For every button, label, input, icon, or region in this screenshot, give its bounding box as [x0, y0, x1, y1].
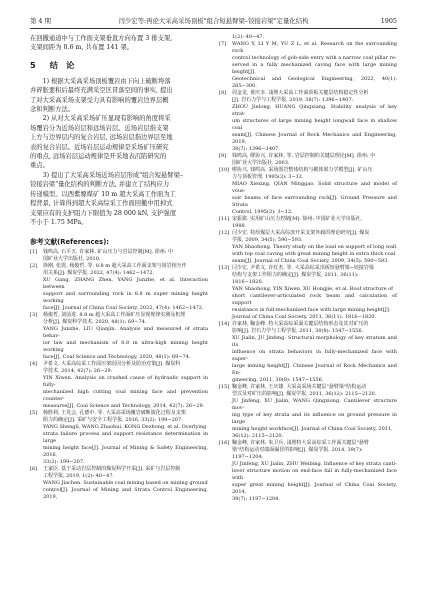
reference-entry	[30, 466, 208, 501]
reference-line: face[J]. Journal of China Coal Society, 2022, 47(4): 1462−1472.	[43, 305, 204, 312]
reference-line: 徐刚, 张震, 杨俊哲, 等. 8.8 m 超大采高工作面支架与围岩相互作	[43, 263, 187, 270]
reference-entry	[219, 41, 397, 90]
reference-line: YAN Shaohong, YIN Xiwen, XU Hongjie, et al. Roof structure of	[232, 286, 393, 292]
reference-entry	[219, 384, 397, 440]
reference-line: 许家林, 鞠金峰. 特大采高综采面关键层结构形态及其对矿压的	[232, 321, 369, 327]
reference-line: WANG Jiachen. Sustainable coal mining based on mining ground	[43, 480, 208, 487]
intro-line: 在回撤通道中与工作面支架垂直方向布置 3 排支架,	[30, 35, 173, 42]
reference-line: 缪协兴, 钱鸣高. 采场围岩整体结构与砌体梁力学模型[J]. 矿山压	[232, 167, 373, 173]
reference-line: 杨胜利, 王兆会, 孔德中, 等. 大采高采场覆岩破断演化过程及支架	[43, 410, 186, 417]
reference-entry	[219, 90, 397, 153]
reference-line: served in a fully mechanized caving face with large mining height[J].	[232, 62, 397, 75]
conclusion-paragraph	[30, 77, 208, 115]
conclusion-line: 念和判断方法。	[30, 106, 75, 114]
reference-line: short cantilever-articulated rock beam and calculation of support	[232, 293, 397, 306]
reference-line: 39(7): 1197−1204.	[232, 496, 280, 502]
reference-line: YAN Shaohong. Theory study on the load on support of long wall	[232, 244, 397, 250]
conclusion-line: 的重点, 远场岩层运动规律是开采地表沉陷研究的	[30, 153, 167, 161]
reference-line: 钱鸣高, 缪协兴, 许家林, 等. 岩层控制的关键层理论[M]. 徐州: 中	[232, 153, 376, 159]
reference-line: 学报, 2009, 34(5): 590−593.	[232, 237, 303, 243]
reference-number: [2]	[30, 263, 38, 270]
conclusion-line: 重点。	[30, 162, 49, 170]
reference-number: [12]	[219, 230, 230, 236]
conclusion-line: 1) 根据大采高采场顶板覆岩由下向上破断垮落	[42, 77, 171, 85]
conclusion-line: 不小于 1.75 MPa。	[30, 218, 88, 226]
reference-number: [3]	[30, 312, 38, 319]
reference-entry	[30, 249, 208, 263]
reference-line: face[J]. Coal Science and Technology, 2020, 48(1): 69−74.	[43, 354, 191, 361]
section-number: 5	[30, 59, 36, 70]
reference-line: [J]. 岩石力学与工程学报, 2019, 38(7): 1396−1407.	[232, 97, 354, 103]
conclusion-line: 场覆岩分为近场岩层和远场岩层。近场岩层指支架	[30, 124, 169, 132]
reference-line: 38(7): 1396−1407.	[232, 146, 280, 152]
reference-line: 梁"结构运动对端面漏冒的影响[J]. 煤炭学报, 2014, 39(7):	[232, 447, 363, 453]
reference-line: seam[J]. Chinese Journal of Rock Mechanics and Engineering, 2019,	[232, 132, 397, 145]
reference-line: 36(12): 2115−2120.	[232, 433, 284, 439]
reference-line: ior law and mechanism of 8.8 m ultra-high mining height working	[43, 340, 208, 354]
reference-line: gineering, 2011, 30(8): 1547−1556.	[232, 377, 324, 383]
reference-line: 鞠金峰, 许家林, 朱卫兵. 浅埋特大采高综采工作面关键层"悬臂	[232, 440, 369, 446]
reference-line: 33(2): 199−207.	[43, 459, 85, 466]
reference-line: WANG Y, LI Y M, YU Z L, et al. Research on the surrounding rock	[232, 41, 397, 54]
reference-line: large mining height[J]. Chinese Journal of Rock Mechanics and En-	[232, 363, 397, 376]
issue-number: 第 4 期	[30, 17, 51, 25]
reference-line: JU Jinfeng, XU Jialin, ZHU Weibing. Influence of key strata canti-	[232, 461, 397, 467]
reference-line: seam[J]. Journal of China Coal Society, 2009, 34(5): 590−593.	[232, 258, 389, 264]
reference-line: 鞠金峰, 许家林, 王庆雄. 大采高采场关键层"悬臂梁"结构运动	[232, 384, 367, 390]
reference-line: 阻力的确定[J]. 采矿与安全工程学报, 2016, 33(2): 199−207.	[43, 417, 183, 424]
reference-entry	[30, 263, 208, 312]
conclusion-line: 2) 从对大采高采场矿压显现有影响的角度将采	[42, 115, 171, 123]
reference-entry	[219, 321, 397, 384]
conclusion-line: 铰接岩梁"量化结构的判断方法, 并建立了结构应力	[30, 181, 170, 189]
reference-line: 国矿业大学出版社, 2010.	[43, 256, 101, 263]
reference-line: support and surrounding rock in 8.8 m super mining height working	[43, 291, 208, 305]
reference-line: XU Jialin, JU Jinfeng. Structural morphology of key stratum and its	[232, 335, 397, 348]
intro-paragraph	[30, 34, 208, 53]
reference-entry	[219, 265, 397, 321]
reference-line: 影响[J]. 岩石力学与工程学报, 2011, 30(8): 1547−1556.	[232, 328, 364, 334]
reference-number: [8]	[219, 90, 227, 96]
reference-entry	[219, 34, 397, 41]
left-column	[30, 34, 208, 501]
reference-line: 1816−1820.	[232, 279, 264, 285]
page-number: 1905	[380, 17, 397, 25]
reference-line: um structures of large mining height longwall face in shallow coal	[232, 118, 397, 131]
reference-line: 国矿业大学出版社, 2003.	[232, 160, 290, 166]
reference-line: mining height face[J]. Journal of Mining & Safety Engineering, 2016,	[43, 445, 208, 459]
conclusion-line: 了对大采高采场支架受力具有影响的覆岩边界层概	[30, 96, 169, 104]
reference-line: ZHOU Jinlong, HUANG Qingxiang. Stability analysis of key strat-	[232, 104, 397, 117]
reference-number: [9]	[219, 153, 227, 159]
reference-entry	[219, 230, 397, 265]
page-header	[30, 15, 397, 27]
reference-number: [10]	[219, 167, 230, 173]
reference-line: 尹希文. 大采高综采工作面压架原因分析及防治对策[J]. 煤炭科	[43, 361, 181, 368]
reference-line: 王家臣. 基于采动岩层控制的煤炭科学开采[J]. 采矿与岩层控制	[43, 466, 181, 473]
reference-line: control[J]. Journal of Mining and Strata Control Engineering, 2019,	[43, 487, 208, 501]
reference-line: MIAO Xiexing, QIAN Minggao. Solid structure and model of vous-	[232, 181, 397, 194]
reference-line: 结构与支架工作阻力的确定[J]. 煤炭学报, 2011, 36(11):	[232, 272, 359, 278]
reference-entry	[219, 216, 397, 230]
reference-line: 型式及对矿压的影响[J]. 煤炭学报, 2011, 36(12): 2115−2120.	[232, 391, 377, 397]
conclusion-paragraph	[30, 114, 208, 170]
conclusion-line: 并碎胀要积后最终充满采空区冒落空间的事实, 提出	[30, 87, 173, 95]
reference-line: JU Jinfeng, XU Jialin, WANG Qingxiong. Cantilever structure mov-	[232, 398, 397, 411]
reference-line: 用关系[J]. 煤炭学报, 2022, 47(4): 1462−1472.	[43, 270, 155, 277]
reference-entry	[30, 312, 208, 361]
reference-line: 宋振骐. 实用矿山压力控制[M]. 徐州: 中国矿业大学出版社,	[232, 216, 363, 222]
reference-number: [15]	[219, 384, 230, 390]
reference-entry	[219, 167, 397, 216]
reference-number: [7]	[219, 41, 227, 47]
references-list-right	[219, 34, 397, 503]
reference-line: resistance in full-mechanized face with large mining height[J].	[232, 307, 391, 313]
reference-line: soir beams of face surrounding rock[J]. Ground Pressure and Strata	[232, 195, 397, 208]
section-heading	[30, 60, 208, 71]
reference-line: 周金龙, 黄庆享. 浅埋大采高工作面顶板关键层结构稳定性分析	[232, 90, 369, 96]
reference-number: [1]	[30, 249, 38, 256]
reference-number: [14]	[219, 321, 230, 327]
reference-number: [16]	[219, 440, 230, 446]
reference-line: 学技术, 2014, 42(7): 26−29.	[43, 368, 113, 375]
reference-number: [6]	[30, 466, 38, 473]
reference-line: 力与顶板管理, 1995(3): 3−12.	[232, 174, 304, 180]
reference-line: with top coal caving with great mining height in extra thick coal	[232, 251, 396, 257]
reference-line: mining height workface[J]. Journal of China Coal Society, 2011,	[232, 426, 393, 432]
reference-line: 1988.	[232, 223, 247, 229]
reference-line: 工程学报, 2019, 1(2): 40−47.	[43, 473, 115, 480]
intro-line: 支架间距为 0.6 m, 共布置 141 架。	[30, 44, 133, 52]
conclusion-paragraph	[30, 171, 208, 227]
reference-line: YANG Shengli, WANG Zhaohui, KONG Dezhong, et al. Overlying	[43, 424, 207, 431]
reference-line: super great mining height[J]. Journal of China Coal Society, 2014,	[232, 482, 397, 495]
reference-line: 1197−1204.	[232, 454, 264, 460]
conclusion-line: 表的复合岩层。近场岩层运动规律是采场矿压研究	[30, 143, 169, 151]
reference-line: YANG Junzhe, LIU Qianjin. Analysis and measured of strata behav-	[43, 326, 208, 340]
reference-line: strata failure process and support resistance determination in large	[43, 431, 208, 445]
reference-line: ing type of key strata and its influence on ground pressure in large	[232, 412, 397, 425]
references-heading: 参考文献(References):	[30, 238, 110, 247]
right-column	[219, 34, 397, 503]
conclusions-list	[30, 77, 208, 228]
reference-number: [4]	[30, 361, 38, 368]
reference-entry	[30, 410, 208, 466]
reference-line: influence on strata behaviors in fully-mechanized face with super-	[232, 349, 397, 362]
reference-line: measures[J]. Coal Science and Technology, 2014, 42(7): 26−29.	[43, 403, 205, 410]
reference-line: 1(2): 40−47.	[232, 34, 265, 40]
reference-line: Control, 1995(3): 3−12.	[232, 209, 293, 215]
reference-number: [5]	[30, 410, 38, 417]
reference-line: mechanized high cutting coal mining face and prevention counter-	[43, 389, 208, 403]
section-title: 结 论	[49, 59, 75, 70]
reference-line: 闫少宏, 尹希文, 许红杰, 等. 大采高综采顶板短悬臂梁−铰接岩梁	[232, 265, 374, 271]
reference-entry	[219, 153, 397, 167]
reference-line: lever structure motion on end-face fall in fully-mechanized face with	[232, 468, 397, 481]
conclusion-line: 上方与边界层内的复合岩层, 远场岩层指边界层至地	[30, 134, 173, 142]
reference-line: XU Gang, ZHANG Zhen, YANG Junzhe, et al. Interaction between	[43, 277, 208, 291]
reference-entry	[219, 440, 397, 503]
conclusion-line: 支架应有的支护阻力下限值为 28 000 kN, 支护强度	[30, 209, 177, 217]
conclusion-line: 3) 提出了大采高采场近场岩层形成"组合短悬臂梁–	[42, 171, 184, 179]
reference-line: Journal of China Coal Society, 2011, 36(11): 1816−1820.	[232, 314, 377, 320]
reference-number: [13]	[219, 265, 230, 271]
reference-line: Geotechnical and Geological Engineering, 2022, 40(1): 285−300.	[232, 76, 397, 89]
conclusion-line: 程背景, 计算得到超大采高综采工作面回撤中用掉式	[30, 200, 173, 208]
reference-line: 钱鸣高, 石平五, 许家林. 矿山压力与岩层控制[M]. 徐州: 中	[43, 249, 174, 256]
reference-number: [11]	[219, 216, 230, 222]
reference-line: 闫少宏. 特厚煤层大采高综放开采支架外载的理论研究[J]. 煤炭	[232, 230, 370, 236]
reference-line: 杨俊哲, 刘前进. 8.8 m 超大采高工作面矿压显现规律实测及机理	[43, 312, 186, 319]
conclusion-line: 传递模型。以西紫塬煤矿 10 m 超大采高工作面为工	[30, 190, 176, 198]
reference-entry	[30, 361, 208, 410]
reference-line: 分析[J]. 煤炭科学技术, 2020, 48(1): 69−74.	[43, 319, 147, 326]
reference-line: control technology of gob-side entry with a narrow coal pillar re-	[232, 55, 397, 61]
references-list-left	[30, 249, 208, 501]
running-title: 闫少宏等:再论大采高采场顶板"组合短悬臂梁–铰接岩梁"定量化结构	[118, 17, 309, 25]
reference-line: YIN Xiwen. Analysis on crushed cause of hydraulic support in fully-	[43, 375, 208, 389]
header-rule	[30, 28, 397, 29]
